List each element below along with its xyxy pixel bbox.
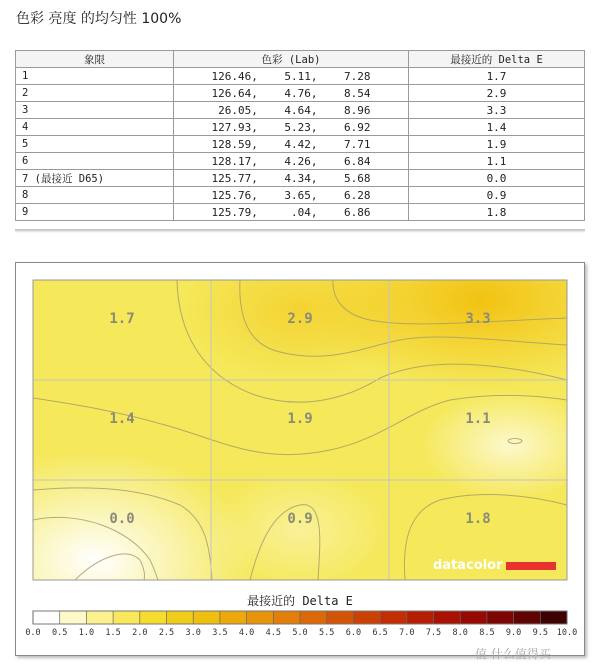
lab-cell: 128.17, 4.26, 6.84 (174, 153, 409, 170)
delta-e-cell: 3.3 (409, 102, 585, 119)
legend-tick-label: 9.0 (505, 628, 522, 638)
legend-tick-label: 1.5 (105, 628, 121, 638)
lab-cell: 126.64, 4.76, 8.54 (174, 85, 409, 102)
quadrant-cell: 1 (16, 68, 174, 85)
delta-e-cell: 1.4 (409, 119, 585, 136)
legend-swatch (380, 611, 407, 624)
cell-value-label: 0.9 (287, 511, 313, 527)
legend-swatch (273, 611, 300, 624)
legend-tick-label: 6.0 (345, 628, 362, 638)
heat-region (210, 470, 390, 590)
cell-value-label: 1.8 (465, 511, 491, 527)
quadrant-cell: 3 (16, 102, 174, 119)
legend-tick-label: 0.5 (52, 628, 68, 638)
legend-swatch (220, 611, 247, 624)
cell-value-label: 3.3 (465, 311, 491, 327)
legend-swatch (167, 611, 194, 624)
legend-tick-label: 10.0 (556, 628, 578, 638)
legend-tick-label: 4.5 (265, 628, 281, 638)
cell-value-label: 1.7 (109, 311, 135, 327)
datacolor-logo: datacolor (433, 558, 503, 573)
column-header-quadrant: 象限 (16, 51, 174, 68)
lab-cell: 26.05, 4.64, 8.96 (174, 102, 409, 119)
lab-cell: 125.77, 4.34, 5.68 (174, 170, 409, 187)
legend-tick-label: 3.5 (212, 628, 228, 638)
cell-value-label: 1.1 (465, 411, 491, 427)
legend-swatch (86, 611, 113, 624)
legend-swatch (434, 611, 461, 624)
legend-swatch (327, 611, 354, 624)
quadrant-cell: 5 (16, 136, 174, 153)
delta-e-cell: 2.9 (409, 85, 585, 102)
legend-tick-label: 5.5 (319, 628, 335, 638)
quadrant-cell: 2 (16, 85, 174, 102)
legend-swatch (460, 611, 487, 624)
legend-tick-label: 9.5 (532, 628, 548, 638)
delta-e-cell: 1.9 (409, 136, 585, 153)
lab-cell: 125.79, .04, 6.86 (174, 204, 409, 221)
legend-swatch (407, 611, 434, 624)
quadrant-cell: 8 (16, 187, 174, 204)
legend-tick-label: 4.0 (238, 628, 255, 638)
legend-swatch (33, 611, 60, 624)
legend-swatch (113, 611, 140, 624)
column-header-delta-e: 最接近的 Delta E (409, 51, 585, 68)
legend-tick-label: 1.0 (78, 628, 95, 638)
delta-e-cell: 0.0 (409, 170, 585, 187)
legend-swatch (60, 611, 87, 624)
legend-swatch (140, 611, 167, 624)
watermark: 值 什么值得买 (475, 647, 551, 661)
legend-tick-label: 2.5 (158, 628, 175, 638)
legend-tick-label: 0.0 (25, 628, 41, 638)
quadrant-cell: 6 (16, 153, 174, 170)
legend-swatch (353, 611, 380, 624)
cell-value-label: 1.9 (287, 411, 313, 427)
lab-cell: 128.59, 4.42, 7.71 (174, 136, 409, 153)
delta-e-cell: 0.9 (409, 187, 585, 204)
legend-tick-label: 7.0 (399, 628, 415, 638)
legend-tick-label: 8.0 (452, 628, 468, 638)
legend-tick-label: 5.0 (292, 628, 308, 638)
legend-tick-label: 7.5 (425, 628, 442, 638)
quadrant-cell: 9 (16, 204, 174, 221)
heat-region (420, 390, 600, 500)
page-title: 色彩 亮度 的均匀性 100% (16, 11, 182, 27)
legend-swatch (487, 611, 514, 624)
legend-swatch (514, 611, 541, 624)
legend-title: 最接近的 Delta E (247, 594, 353, 608)
heat-region (180, 240, 420, 380)
legend-swatch (540, 611, 567, 624)
legend-swatch (300, 611, 327, 624)
legend-tick-label: 2.0 (132, 628, 148, 638)
quadrant-cell: 7 (最接近 D65) (16, 170, 174, 187)
lab-cell: 125.76, 3.65, 6.28 (174, 187, 409, 204)
delta-e-cell: 1.1 (409, 153, 585, 170)
legend-tick-label: 3.0 (185, 628, 201, 638)
delta-e-cell: 1.8 (409, 204, 585, 221)
delta-e-cell: 1.7 (409, 68, 585, 85)
color-scale-legend (25, 611, 577, 638)
datacolor-logo-bar (506, 562, 556, 570)
lab-cell: 127.93, 5.23, 6.92 (174, 119, 409, 136)
legend-swatch (193, 611, 220, 624)
legend-swatch (247, 611, 274, 624)
cell-value-label: 2.9 (287, 311, 313, 327)
legend-tick-label: 8.5 (479, 628, 495, 638)
legend-tick-label: 6.5 (372, 628, 388, 638)
cell-value-label: 0.0 (109, 511, 135, 527)
cell-value-label: 1.4 (109, 411, 135, 427)
lab-cell: 126.46, 5.11, 7.28 (174, 68, 409, 85)
column-header-lab: 色彩 (Lab) (174, 51, 409, 68)
quadrant-cell: 4 (16, 119, 174, 136)
